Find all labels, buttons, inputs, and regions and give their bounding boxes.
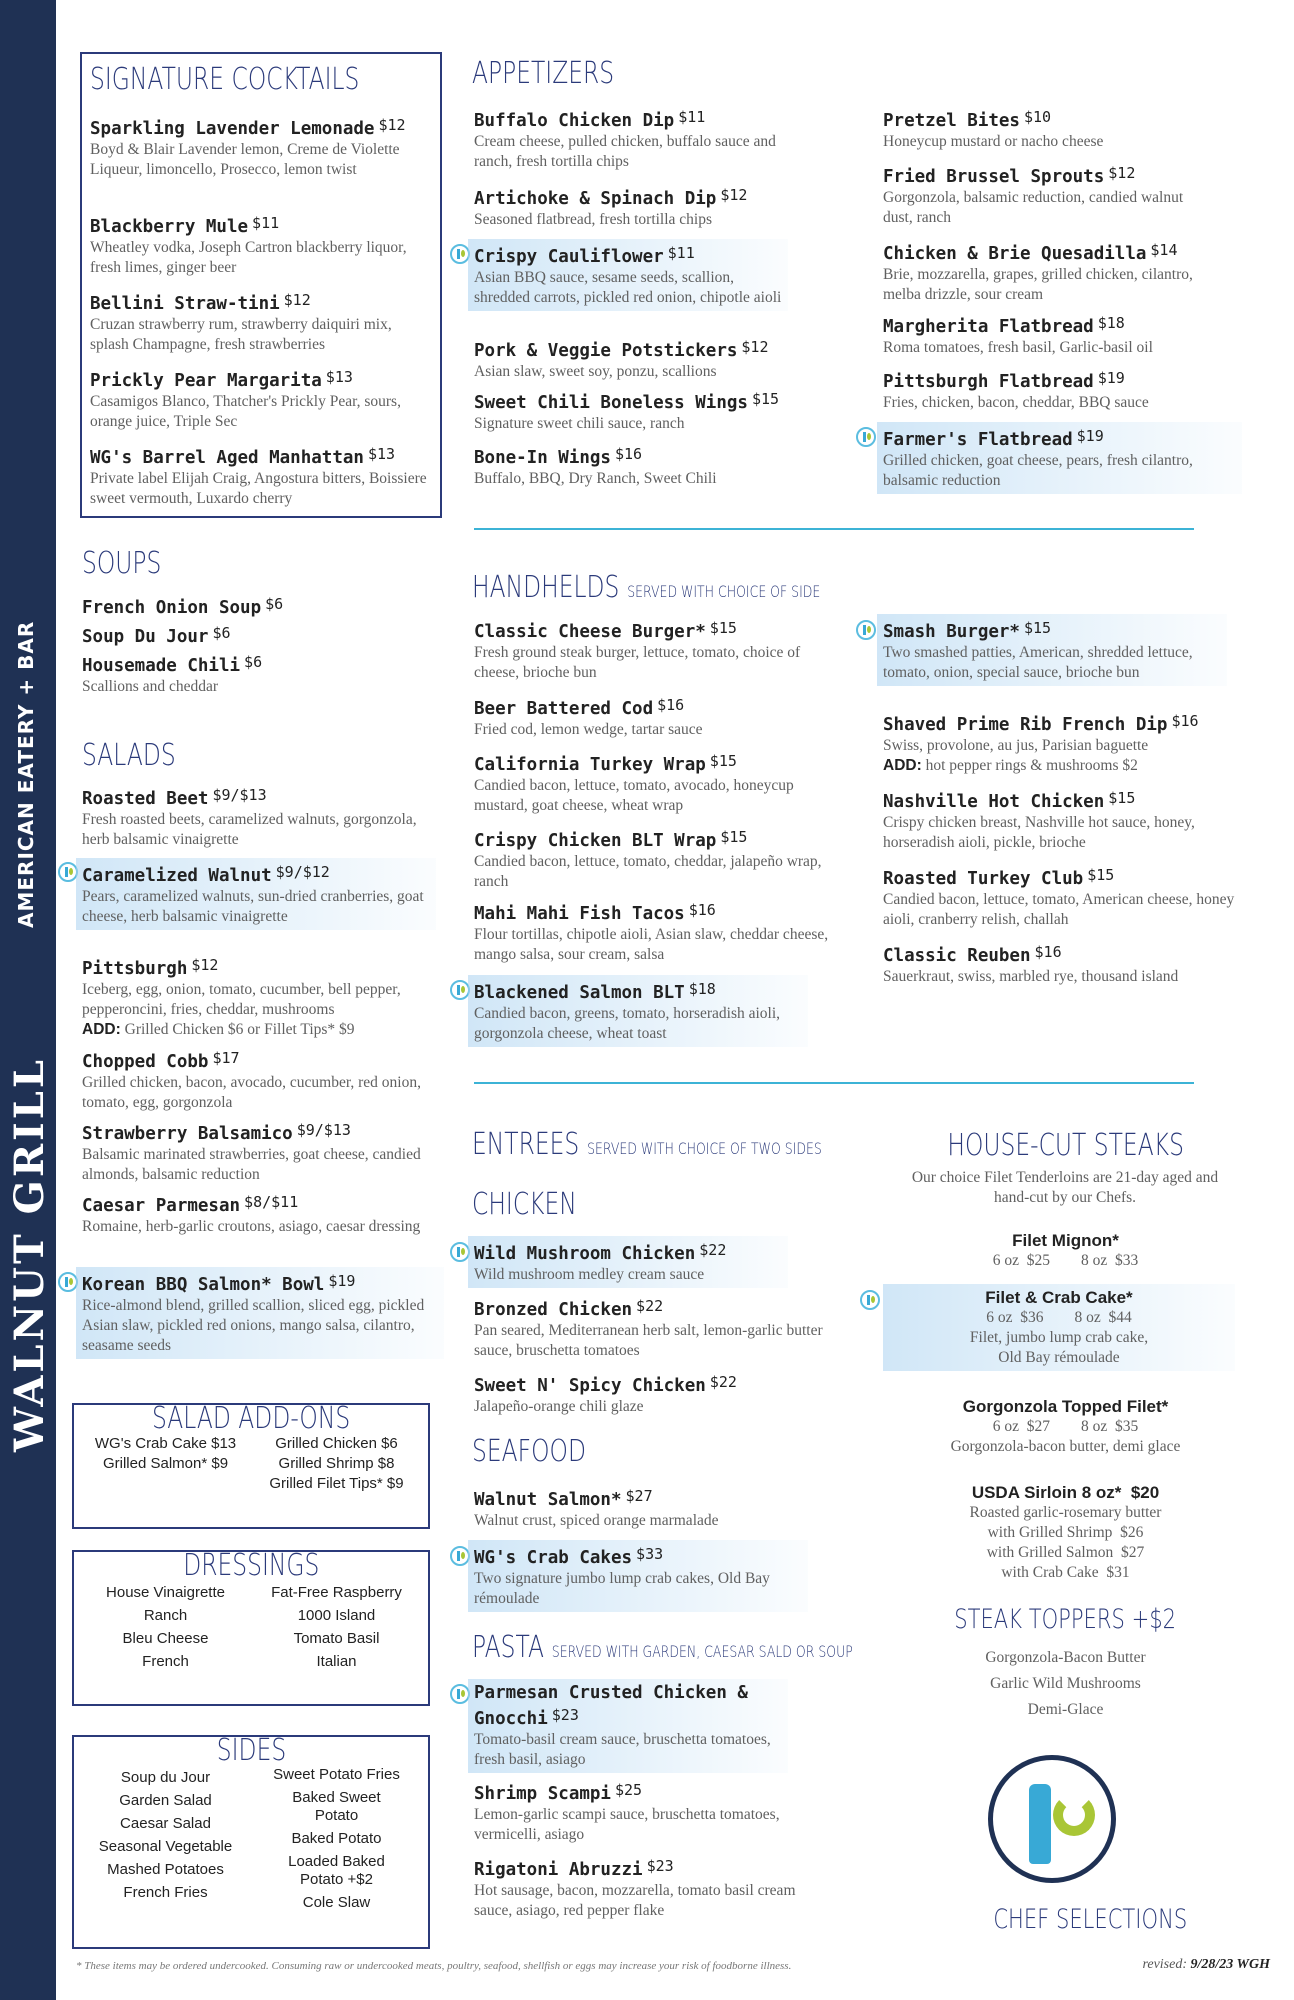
handheld-item: Classic Cheese Burger* $15 Fresh ground steak burger, lettuce, tomato, choice of cheese, brioche bun bbox=[474, 619, 801, 681]
appetizer-item: Sweet Chili Boneless Wings $15 Signature sweet chili sauce, ranch bbox=[474, 390, 780, 432]
cocktail-item: Sparkling Lavender Lemonade $12 Boyd & Blair Lavender lemon, Creme de Violette Liqueur, limoncello, Prosecco, lemon twist bbox=[90, 116, 406, 178]
chef-selection-icon bbox=[450, 1546, 470, 1566]
appetizer-item: Bone-In Wings $16 Buffalo, BBQ, Dry Ranch, Sweet Chili bbox=[474, 445, 717, 487]
entree-item: Parmesan Crusted Chicken & Gnocchi $23 Tomato-basil cream sauce, bruschetta tomatoes, fresh basil, asiago bbox=[468, 1679, 788, 1773]
handheld-item: Smash Burger* $15 Two smashed patties, American, shredded lettuce, tomato, onion, special sauce, brioche bun bbox=[877, 614, 1227, 686]
chef-selection-icon bbox=[450, 1242, 470, 1262]
cocktail-item: Bellini Straw-tini $12 Cruzan strawberry rum, strawberry daiquiri mix, splash Champagne, fresh strawberries bbox=[90, 291, 392, 353]
steak-item: Gorgonzola Topped Filet* 6 oz $27 8 oz $35 Gorgonzola-bacon butter, demi glace bbox=[950, 1397, 1181, 1455]
appetizer-item: Farmer's Flatbread $19 Grilled chicken, goat cheese, pears, fresh cilantro, balsamic reduction bbox=[877, 422, 1242, 494]
chef-selection-icon bbox=[860, 1290, 880, 1310]
handheld-item: Crispy Chicken BLT Wrap $15 Candied bacon, lettuce, tomato, cheddar, jalapeño wrap, ranch bbox=[474, 828, 822, 890]
salad-item: Strawberry Balsamico $9/$13 Balsamic marinated strawberries, goat cheese, candied almonds, balsamic reduction bbox=[82, 1121, 421, 1183]
salad-item: Roasted Beet $9/$13 Fresh roasted beets, caramelized walnuts, gorgonzola, herb balsamic vinaigrette bbox=[82, 786, 417, 848]
cocktail-item: Prickly Pear Margarita $13 Casamigos Blanco, Thatcher's Prickly Pear, sours, orange juice, Triple Sec bbox=[90, 368, 401, 430]
steaks-title: HOUSE-CUT STEAKS bbox=[947, 1128, 1184, 1163]
appetizer-item: Artichoke & Spinach Dip $12 Seasoned flatbread, fresh tortilla chips bbox=[474, 186, 748, 228]
brand-sidebar bbox=[0, 0, 56, 2000]
steak-item: Filet Mignon* 6 oz $25 8 oz $33 bbox=[992, 1231, 1139, 1269]
soups-title: SOUPS bbox=[82, 546, 162, 581]
salad-addons-box: SALAD ADD-ONS WG's Crab Cake $13 Grilled Salmon* $9 Grilled Chicken $6 Grilled Shrimp $8 Grilled Filet Tips* $9 bbox=[72, 1403, 430, 1529]
entree-item: Sweet N' Spicy Chicken $22 Jalapeño-orange chili glaze bbox=[474, 1373, 737, 1415]
seafood-title: SEAFOOD bbox=[472, 1434, 586, 1469]
foodborne-disclaimer: * These items may be ordered undercooked. Consuming raw or undercooked meats, poultry, seafood, shellfish or eggs may increase your risk of foodborne illness. bbox=[76, 1960, 792, 1972]
handheld-item: Roasted Turkey Club $15 Candied bacon, lettuce, tomato, American cheese, honey aioli, cranberry relish, challah bbox=[883, 866, 1235, 928]
chef-selection-icon bbox=[450, 1684, 470, 1704]
salad-item: Korean BBQ Salmon* Bowl $19 Rice-almond blend, grilled scallion, sliced egg, pickled Asian slaw, pickled red onions, mango salsa, cilantro, seasame seeds bbox=[76, 1267, 444, 1359]
revised-date: revised: 9/28/23 WGH bbox=[1142, 1957, 1270, 1972]
entree-item: WG's Crab Cakes $33 Two signature jumbo lump crab cakes, Old Bay rémoulade bbox=[468, 1540, 808, 1612]
salad-addons-title: SALAD ADD-ONS bbox=[151, 1401, 351, 1436]
entree-item: Walnut Salmon* $27 Walnut crust, spiced orange marmalade bbox=[474, 1487, 719, 1529]
dressings-title: DRESSINGS bbox=[182, 1548, 320, 1583]
appetizer-item: Pretzel Bites $10 Honeycup mustard or nacho cheese bbox=[883, 108, 1104, 150]
chef-selections-label: CHEF SELECTIONS bbox=[993, 1904, 1188, 1935]
cocktail-item: Blackberry Mule $11 Wheatley vodka, Joseph Cartron blackberry liquor, fresh limes, ginger beer bbox=[90, 214, 407, 276]
soup-item: Soup Du Jour $6 bbox=[82, 624, 231, 647]
appetizers-title: APPETIZERS bbox=[472, 56, 615, 91]
entree-item: Bronzed Chicken $22 Pan seared, Mediterranean herb salt, lemon-garlic butter sauce, bruschetta tomatoes bbox=[474, 1297, 823, 1359]
chef-selection-icon bbox=[450, 244, 470, 264]
steak-toppers-title: STEAK TOPPERS +$2 bbox=[954, 1604, 1177, 1635]
sides-box: SIDES Soup du Jour Garden Salad Caesar Salad Seasonal Vegetable Mashed Potatoes French Fries Sweet Potato Fries Baked Sweet Potato Baked Potato Loaded Baked Potato +$2 Cole Slaw bbox=[72, 1735, 430, 1949]
soup-item: French Onion Soup $6 bbox=[82, 595, 284, 618]
appetizer-item: Crispy Cauliflower $11 Asian BBQ sauce, sesame seeds, scallion, shredded carrots, pickled red onion, chipotle aioli bbox=[468, 239, 788, 311]
chicken-title: CHICKEN bbox=[472, 1187, 577, 1222]
handheld-item: Blackened Salmon BLT $18 Candied bacon, greens, tomato, horseradish aioli, gorgonzola cheese, wheat toast bbox=[468, 975, 808, 1047]
chef-selection-icon bbox=[450, 980, 470, 1000]
appetizer-item: Chicken & Brie Quesadilla $14 Brie, mozzarella, grapes, grilled chicken, cilantro, melba drizzle, sour cream bbox=[883, 241, 1193, 303]
handheld-item: Shaved Prime Rib French Dip $16 Swiss, provolone, au jus, Parisian baguette ADD: hot pepper rings & mushrooms $2 bbox=[883, 712, 1199, 774]
handheld-item: California Turkey Wrap $15 Candied bacon, lettuce, tomato, avocado, honeycup mustard, goat cheese, wheat wrap bbox=[474, 752, 794, 814]
section-divider bbox=[474, 528, 1194, 530]
brand-tagline: AMERICAN EATERY + BAR bbox=[14, 620, 38, 928]
appetizer-item: Fried Brussel Sprouts $12 Gorgonzola, balsamic reduction, candied walnut dust, ranch bbox=[883, 164, 1184, 226]
cocktail-item: WG's Barrel Aged Manhattan $13 Private label Elijah Craig, Angostura bitters, Boissiere sweet vermouth, Luxardo cherry bbox=[90, 445, 427, 507]
appetizer-item: Pork & Veggie Potstickers $12 Asian slaw, sweet soy, ponzu, scallions bbox=[474, 338, 769, 380]
steak-toppers-list: Gorgonzola-Bacon Butter Garlic Wild Mushrooms Demi-Glace bbox=[985, 1649, 1146, 1718]
brand-name: WALNUT GRILL bbox=[6, 1056, 53, 1452]
salad-item: Caesar Parmesan $8/$11 Romaine, herb-garlic croutons, asiago, caesar dressing bbox=[82, 1193, 421, 1235]
pasta-title: PASTA SERVED WITH GARDEN, CAESAR SALD OR SOUP bbox=[472, 1630, 853, 1665]
chef-selection-fork-g-icon bbox=[988, 1755, 1116, 1883]
salad-item: Caramelized Walnut $9/$12 Pears, caramelized walnuts, sun-dried cranberries, goat cheese, herb balsamic vinaigrette bbox=[76, 858, 436, 930]
salads-title: SALADS bbox=[82, 738, 176, 773]
entrees-title: ENTREES SERVED WITH CHOICE OF TWO SIDES bbox=[472, 1127, 822, 1162]
handheld-item: Beer Battered Cod $16 Fried cod, lemon wedge, tartar sauce bbox=[474, 696, 703, 738]
steaks-intro: Our choice Filet Tenderloins are 21-day aged and hand-cut by our Chefs. bbox=[911, 1169, 1219, 1206]
handheld-item: Mahi Mahi Fish Tacos $16 Flour tortillas, chipotle aioli, Asian slaw, cheddar cheese, mango salsa, sour cream, salsa bbox=[474, 901, 829, 963]
handheld-item: Classic Reuben $16 Sauerkraut, swiss, marbled rye, thousand island bbox=[883, 943, 1179, 985]
chef-selection-icon bbox=[856, 620, 876, 640]
chef-selection-icon bbox=[58, 1272, 78, 1292]
entree-item: Rigatoni Abruzzi $23 Hot sausage, bacon, mozzarella, tomato basil cream sauce, asiago, red pepper flake bbox=[474, 1857, 796, 1919]
dressings-box: DRESSINGS House Vinaigrette Ranch Bleu Cheese French Fat-Free Raspberry 1000 Island Tomato Basil Italian bbox=[72, 1550, 430, 1706]
handheld-item: Nashville Hot Chicken $15 Crispy chicken breast, Nashville hot sauce, honey, horseradish aioli, pickle, brioche bbox=[883, 789, 1195, 851]
soup-item: Housemade Chili $6 Scallions and cheddar bbox=[82, 653, 263, 695]
entree-item: Wild Mushroom Chicken $22 Wild mushroom medley cream sauce bbox=[468, 1236, 788, 1288]
entree-item: Shrimp Scampi $25 Lemon-garlic scampi sauce, bruschetta tomatoes, vermicelli, asiago bbox=[474, 1781, 780, 1843]
appetizer-item: Buffalo Chicken Dip $11 Cream cheese, pulled chicken, buffalo sauce and ranch, fresh tortilla chips bbox=[474, 108, 776, 170]
steak-item: Filet & Crab Cake* 6 oz $36 8 oz $44 Filet, jumbo lump crab cake, Old Bay rémoulade bbox=[883, 1284, 1235, 1371]
section-divider bbox=[474, 1082, 1194, 1084]
chef-selection-icon bbox=[58, 862, 78, 882]
appetizer-item: Margherita Flatbread $18 Roma tomatoes, fresh basil, Garlic-basil oil bbox=[883, 314, 1153, 356]
appetizer-item: Pittsburgh Flatbread $19 Fries, chicken, bacon, cheddar, BBQ sauce bbox=[883, 369, 1149, 411]
salad-item: Pittsburgh $12 Iceberg, egg, onion, tomato, cucumber, bell pepper, pepperoncini, fries, cheddar, mushrooms ADD: Grilled Chicken $6 or Fillet Tips* $9 bbox=[82, 956, 401, 1038]
cocktails-title: SIGNATURE COCKTAILS bbox=[90, 62, 360, 97]
sides-title: SIDES bbox=[216, 1733, 286, 1768]
handhelds-title: HANDHELDS SERVED WITH CHOICE OF SIDE bbox=[472, 570, 821, 605]
steak-item: USDA Sirloin 8 oz* $20 Roasted garlic-rosemary butter with Grilled Shrimp $26 with Grilled Salmon $27 with Crab Cake $31 bbox=[969, 1483, 1162, 1581]
chef-selection-icon bbox=[856, 427, 876, 447]
salad-item: Chopped Cobb $17 Grilled chicken, bacon, avocado, cucumber, red onion, tomato, egg, gorgonzola bbox=[82, 1049, 421, 1111]
